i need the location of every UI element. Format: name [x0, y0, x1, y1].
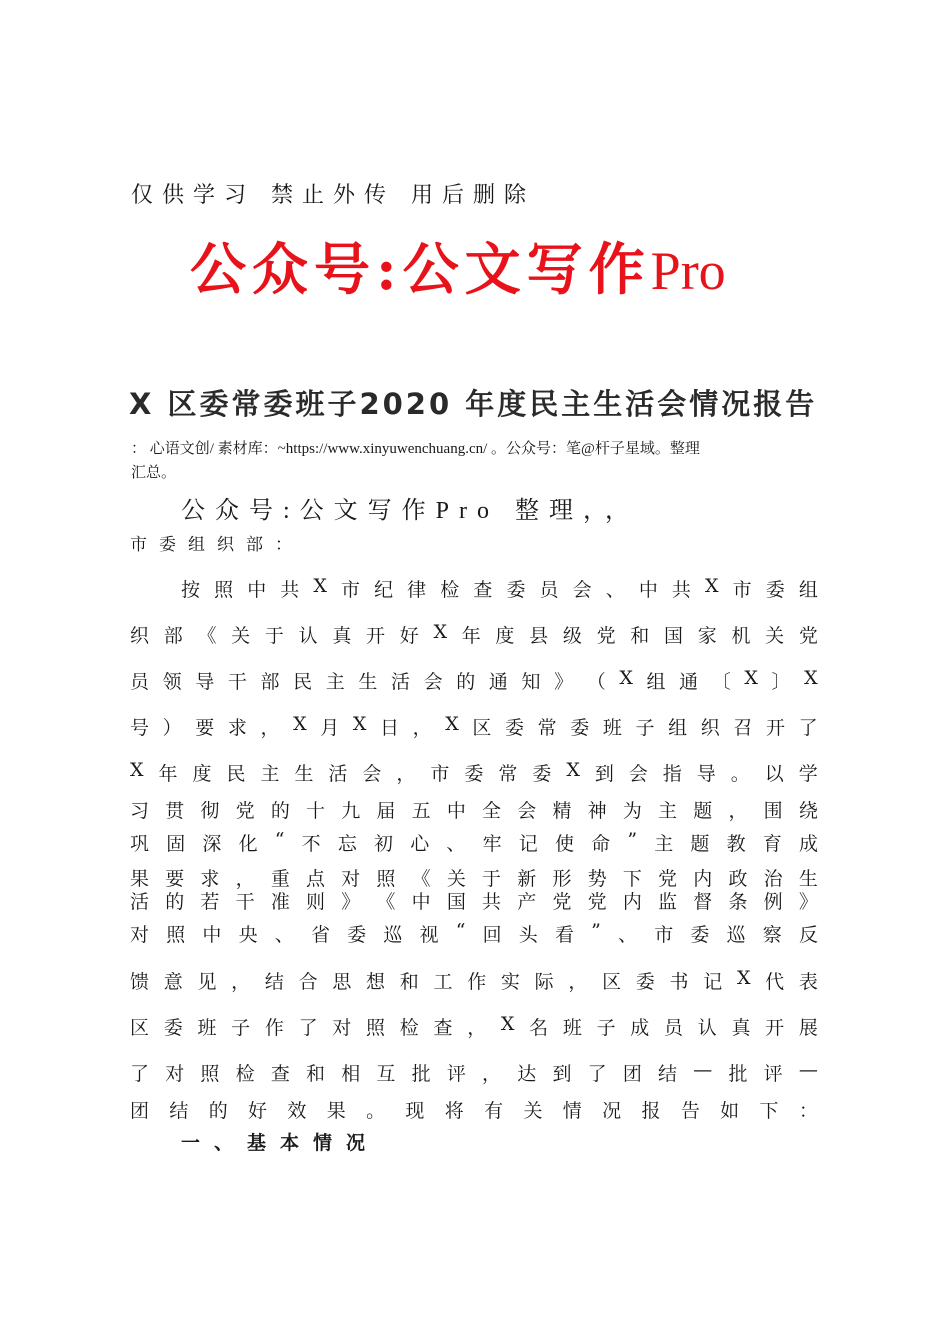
body-line: 号 ） 要 求 ， X 月 X 日 ， X 区 委 常 委 班 子 组 织 召 开 了 [130, 713, 818, 739]
brand-latin: Pro [650, 241, 726, 301]
source-line: ： 心语文创/ 素材库：~https://www.xinyuwenchuang.cn/ 。公众号：笔@杆子星域。整理 [131, 441, 700, 457]
body-line: 员 领 导 干 部 民 主 生 活 会 的 通 知 》 （ X 组 通 〔 X 〕 X [130, 667, 818, 693]
body-line: 馈 意 见 ， 结 合 思 想 和 工 作 实 际 ， 区 委 书 记 X 代 表 [130, 967, 818, 993]
brand-cjk: 公众号:公文写作 [190, 237, 651, 303]
body-line: 织 部 《 关 于 认 真 开 好 X 年 度 县 级 党 和 国 家 机 关 党 [130, 621, 818, 647]
usage-notice: 仅供学习 禁止外传 用后删除 [131, 183, 535, 208]
body-line: 对 照 中 央 、 省 委 巡 视 “ 回 头 看 ” 、 市 委 巡 察 反 [130, 920, 818, 946]
document-title: X 区委常委班子2020 年度民主生活会情况报告 [129, 387, 818, 421]
brand-watermark [190, 226, 726, 306]
source-line-continued: 汇总。 [131, 465, 177, 481]
body-line: 活 的 若 干 准 则 》 《 中 国 共 产 党 党 内 监 督 条 例 》 [130, 891, 818, 913]
section-heading: 一、基本情况 [181, 1132, 380, 1154]
body-line: 按 照 中 共 X 市 纪 律 检 查 委 员 会 、 中 共 X 市 委 组 [181, 575, 818, 601]
body-line: 巩 固 深 化 “ 不 忘 初 心 、 牢 记 使 命 ” 主 题 教 育 成 [130, 829, 818, 855]
body-line: X 年 度 民 主 生 活 会 ， 市 委 常 委 X 到 会 指 导 。 以 学 [130, 759, 818, 785]
body-line: 区 委 班 子 作 了 对 照 检 查 ， X 名 班 子 成 员 认 真 开 展 [130, 1013, 818, 1039]
body-line: 果 要 求 ， 重 点 对 照 《 关 于 新 形 势 下 党 内 政 治 生 [130, 868, 818, 890]
body-line: 习 贯 彻 党 的 十 九 届 五 中 全 会 精 神 为 主 题 ， 围 绕 [130, 800, 818, 822]
salutation: 市委组织部： [130, 535, 304, 555]
body-line: 团 结 的 好 效 果 。 现 将 有 关 情 况 报 告 如 下 ： [130, 1100, 818, 1122]
promo-line: 公众号:公文写作Pro 整理，， [181, 498, 640, 524]
body-line: 了 对 照 检 查 和 相 互 批 评 ， 达 到 了 团 结 — 批 评 — [130, 1059, 818, 1085]
